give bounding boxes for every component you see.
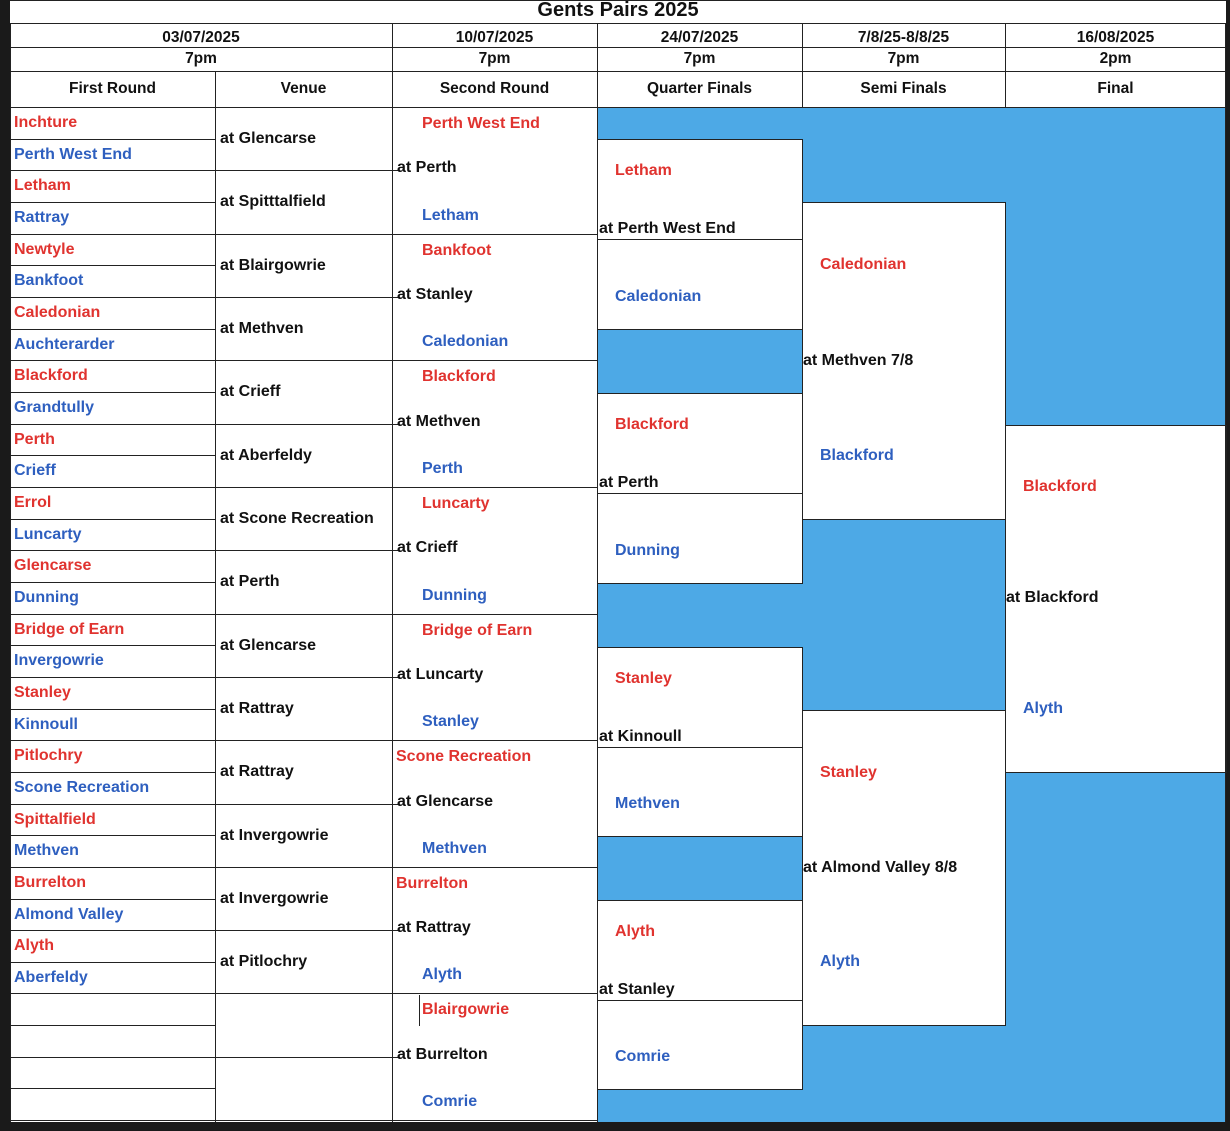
round-date: 7/8/25-8/8/25 xyxy=(857,29,950,46)
title-rule xyxy=(10,23,1226,24)
second-round-home: Blackford xyxy=(422,368,496,385)
bracket-fill xyxy=(802,139,1226,202)
first-round-row-rule xyxy=(10,455,215,456)
first-round-row-rule xyxy=(10,962,215,963)
first-round-row-rule xyxy=(10,993,215,994)
second-round-rule xyxy=(392,487,597,488)
second-round-venue: at Rattray xyxy=(397,919,471,936)
venue-label: at Glencarse xyxy=(220,130,317,147)
venue-label: at Perth xyxy=(220,573,280,590)
first-round-row-rule xyxy=(10,297,215,298)
second-round-home: Bridge of Earn xyxy=(422,622,533,639)
venue-label: at Methven xyxy=(220,320,304,337)
venue-rule xyxy=(215,740,392,741)
quarter-final-rule xyxy=(597,493,802,494)
first-round-row-rule xyxy=(10,550,215,551)
bracket-fill xyxy=(597,583,802,647)
first-round-team: Methven xyxy=(14,842,79,859)
first-round-team: Rattray xyxy=(14,209,70,226)
venue-rule xyxy=(215,234,392,235)
semi-final-home: Caledonian xyxy=(820,256,907,273)
venue-label: at Invergowrie xyxy=(220,827,329,844)
round-time: 2pm xyxy=(1099,50,1132,67)
column-header-venue: Venue xyxy=(280,80,327,97)
first-round-team: Grandtully xyxy=(14,399,95,416)
first-round-row-rule xyxy=(10,329,215,330)
round-time: 7pm xyxy=(478,50,511,67)
col-rule-second xyxy=(392,23,393,1122)
venue-label: at Rattray xyxy=(220,763,294,780)
first-round-team: Invergowrie xyxy=(14,652,104,669)
first-round-team: Errol xyxy=(14,494,52,511)
first-round-row-rule xyxy=(10,170,215,171)
second-round-home: Perth West End xyxy=(422,115,540,132)
first-round-row-rule xyxy=(10,867,215,868)
second-round-rule xyxy=(392,867,597,868)
first-round-team: Alyth xyxy=(14,937,54,954)
second-round-venue: at Crieff xyxy=(397,539,458,556)
first-round-team: Crieff xyxy=(14,462,56,479)
first-round-team: Burrelton xyxy=(14,874,86,891)
first-round-team: Blackford xyxy=(14,367,88,384)
first-round-row-rule xyxy=(10,772,215,773)
final-venue: at Blackford xyxy=(1006,589,1099,606)
round-date: 16/08/2025 xyxy=(1076,29,1155,46)
round-time: 7pm xyxy=(185,50,217,67)
quarter-final-home: Letham xyxy=(615,162,672,179)
second-round-venue: at Perth xyxy=(397,159,457,176)
venue-rule xyxy=(215,1057,392,1058)
first-round-row-rule xyxy=(10,582,215,583)
first-round-row-rule xyxy=(10,645,215,646)
quarter-final-home: Alyth xyxy=(615,923,655,940)
first-round-team: Luncarty xyxy=(14,526,82,543)
second-round-away: Methven xyxy=(422,840,487,857)
first-round-row-rule xyxy=(10,804,215,805)
first-round-team: Newtyle xyxy=(14,241,75,258)
quarter-final-home: Blackford xyxy=(615,416,689,433)
quarter-final-venue: at Kinnoull xyxy=(599,728,682,745)
right-rule xyxy=(1225,23,1226,1122)
first-round-row-rule xyxy=(10,677,215,678)
column-header-final: Final xyxy=(1097,80,1134,97)
first-round-team: Scone Recreation xyxy=(14,779,150,796)
second-round-away: Dunning xyxy=(422,587,487,604)
second-round-venue: at Glencarse xyxy=(397,793,494,810)
draw-sheet xyxy=(10,0,1226,1122)
first-round-row-rule xyxy=(10,265,215,266)
quarter-final-venue: at Perth West End xyxy=(599,220,736,237)
first-round-team: Inchture xyxy=(14,114,78,131)
quarter-final-away: Methven xyxy=(615,795,680,812)
time-rule xyxy=(10,71,1226,72)
bracket-fill xyxy=(597,836,802,900)
column-header-quarter-finals: Quarter Finals xyxy=(646,80,753,97)
column-header-first-round: First Round xyxy=(69,80,156,97)
second-round-venue: at Burrelton xyxy=(397,1046,488,1063)
first-round-row-rule xyxy=(10,392,215,393)
first-round-row-rule xyxy=(10,234,215,235)
venue-label: at Scone Recreation xyxy=(220,510,374,527)
first-round-row-rule xyxy=(10,1057,215,1058)
semi-final-away: Blackford xyxy=(820,447,894,464)
round-date: 03/07/2025 xyxy=(162,29,240,46)
bracket-fill xyxy=(597,329,802,393)
second-round-rule xyxy=(392,234,597,235)
quarter-final-rule xyxy=(597,239,802,240)
first-round-team: Glencarse xyxy=(14,557,92,574)
first-round-team: Letham xyxy=(14,177,71,194)
first-round-team: Pitlochry xyxy=(14,747,83,764)
second-round-rule xyxy=(392,360,597,361)
first-round-row-rule xyxy=(10,740,215,741)
quarter-final-venue: at Stanley xyxy=(599,981,675,998)
second-round-home: Scone Recreation xyxy=(396,748,532,765)
second-round-rule xyxy=(392,993,597,994)
venue-label: at Blairgowrie xyxy=(220,257,326,274)
round-time: 7pm xyxy=(887,50,920,67)
first-round-row-rule xyxy=(10,1088,215,1089)
venue-label: at Pitlochry xyxy=(220,953,308,970)
venue-rule xyxy=(215,424,392,425)
first-round-row-rule xyxy=(10,202,215,203)
venue-label: at Crieff xyxy=(220,383,281,400)
venue-label: at Spitttalfield xyxy=(220,193,326,210)
first-round-team: Bankfoot xyxy=(14,272,84,289)
venue-label: at Invergowrie xyxy=(220,890,329,907)
bracket-fill xyxy=(1005,772,1226,1122)
first-round-team: Aberfeldy xyxy=(14,969,88,986)
venue-rule xyxy=(215,360,392,361)
second-round-away: Alyth xyxy=(422,966,462,983)
second-round-venue: at Stanley xyxy=(397,286,473,303)
second-round-home: Luncarty xyxy=(422,495,490,512)
page-title: Gents Pairs 2025 xyxy=(537,0,699,21)
round-date: 24/07/2025 xyxy=(660,29,739,46)
final-home: Blackford xyxy=(1023,478,1097,495)
column-header-second-round: Second Round xyxy=(439,80,550,97)
left-rule xyxy=(10,23,11,1122)
quarter-final-home: Stanley xyxy=(615,670,672,687)
first-round-row-rule xyxy=(10,709,215,710)
venue-label: at Glencarse xyxy=(220,637,317,654)
quarter-final-rule xyxy=(597,1000,802,1001)
round-time: 7pm xyxy=(683,50,716,67)
venue-rule xyxy=(215,170,392,171)
first-round-team: Almond Valley xyxy=(14,906,124,923)
venue-rule xyxy=(215,930,392,931)
bracket-fill xyxy=(1005,202,1226,425)
second-round-rule xyxy=(392,740,597,741)
second-round-home: Bankfoot xyxy=(422,242,492,259)
venue-rule xyxy=(215,1120,392,1121)
first-round-team: Dunning xyxy=(14,589,79,606)
first-round-row-rule xyxy=(10,360,215,361)
first-round-row-rule xyxy=(10,1120,215,1121)
quarter-final-rule xyxy=(597,747,802,748)
second-round-away: Letham xyxy=(422,207,479,224)
first-round-team: Stanley xyxy=(14,684,71,701)
quarter-final-venue: at Perth xyxy=(599,474,659,491)
venue-rule xyxy=(215,297,392,298)
venue-label: at Aberfeldy xyxy=(220,447,312,464)
venue-rule xyxy=(215,804,392,805)
second-round-away: Comrie xyxy=(422,1093,478,1110)
first-round-team: Caledonian xyxy=(14,304,101,321)
quarter-final-away: Comrie xyxy=(615,1048,671,1065)
round-date: 10/07/2025 xyxy=(455,29,534,46)
second-round-home: Blairgowrie xyxy=(422,1001,510,1018)
semi-final-venue: at Methven 7/8 xyxy=(803,352,914,369)
bracket-fill xyxy=(802,519,1005,710)
first-round-row-rule xyxy=(10,139,215,140)
venue-rule xyxy=(215,550,392,551)
venue-rule xyxy=(215,867,392,868)
header-rule xyxy=(10,107,1226,108)
first-round-row-rule xyxy=(10,930,215,931)
venue-rule xyxy=(215,487,392,488)
first-round-row-rule xyxy=(10,899,215,900)
first-round-row-rule xyxy=(10,835,215,836)
second-round-away: Caledonian xyxy=(422,333,509,350)
first-round-team: Spittalfield xyxy=(14,811,96,828)
first-round-team: Auchterarder xyxy=(14,336,115,353)
first-round-team: Perth xyxy=(14,431,55,448)
first-round-team: Bridge of Earn xyxy=(14,621,125,638)
column-header-semi-finals: Semi Finals xyxy=(860,80,947,97)
col-rule-quarter-body xyxy=(597,107,598,1122)
first-round-team: Kinnoull xyxy=(14,716,78,733)
bracket-fill xyxy=(802,1025,1005,1122)
venue-rule xyxy=(215,993,392,994)
second-round-rule xyxy=(392,614,597,615)
second-round-venue: at Methven xyxy=(397,413,481,430)
second-round-away: Perth xyxy=(422,460,463,477)
semi-final-venue: at Almond Valley 8/8 xyxy=(803,859,958,876)
semi-final-home: Stanley xyxy=(820,764,877,781)
first-round-row-rule xyxy=(10,519,215,520)
quarter-final-away: Caledonian xyxy=(615,288,702,305)
second-round-marker xyxy=(419,995,420,1026)
venue-label: at Rattray xyxy=(220,700,294,717)
second-round-venue: at Luncarty xyxy=(397,666,484,683)
semi-final-away: Alyth xyxy=(820,953,860,970)
first-round-row-rule xyxy=(10,424,215,425)
col-rule-venue xyxy=(215,71,216,1122)
bracket-fill xyxy=(597,1089,802,1122)
second-round-home: Burrelton xyxy=(396,875,468,892)
second-round-away: Stanley xyxy=(422,713,479,730)
venue-rule xyxy=(215,677,392,678)
first-round-team: Perth West End xyxy=(14,146,132,163)
final-away: Alyth xyxy=(1023,700,1063,717)
quarter-final-away: Dunning xyxy=(615,542,680,559)
first-round-row-rule xyxy=(10,1025,215,1026)
first-round-row-rule xyxy=(10,614,215,615)
venue-rule xyxy=(215,614,392,615)
first-round-row-rule xyxy=(10,487,215,488)
second-round-rule xyxy=(392,1120,597,1121)
bracket-fill xyxy=(597,107,1226,139)
